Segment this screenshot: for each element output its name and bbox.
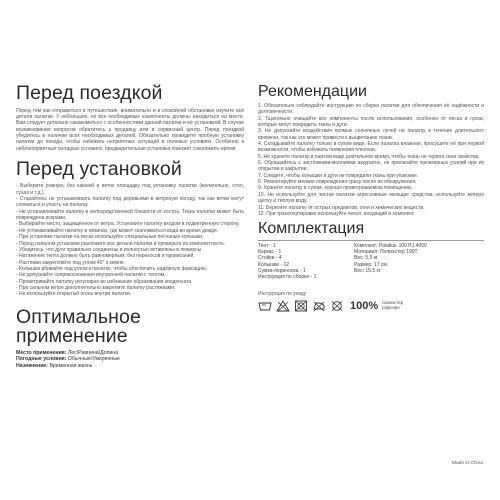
hand-wash-icon bbox=[258, 300, 272, 312]
care-instructions-label: Инструкция по уходу bbox=[258, 290, 307, 297]
recommendation-item: 11. Берегите палатку от острых предметов, огня и химических веществ. bbox=[258, 204, 425, 211]
section-title-kit: Комплектация bbox=[258, 220, 365, 238]
kit-spec: Материал: Полиэстер 190Т bbox=[354, 249, 418, 256]
no-dry-clean-icon bbox=[330, 300, 344, 312]
kit-item: Каркас - 1 bbox=[258, 249, 282, 256]
recommendation-item: 5. Не храните палатку в сжатом виде длительное время, чтобы ткань не теряла свои свойства. bbox=[258, 153, 480, 160]
section-title-before-trip: Перед поездкой bbox=[16, 82, 163, 104]
kit-item: Стойки - 4 bbox=[258, 255, 282, 262]
usage-info bbox=[16, 350, 244, 370]
kit-item: Сумка-переноска - 1 bbox=[258, 268, 306, 275]
recommendations-list bbox=[258, 103, 484, 217]
usage-purpose: Назначение: Временная жизнь bbox=[16, 362, 93, 369]
left-column bbox=[16, 84, 244, 369]
material-percentage: 100% bbox=[350, 299, 379, 312]
recommendation-item: 10. Не используйте для чистки палатки агрессивные моющие средства, используйте мягкую щётку и тёплую воду. bbox=[258, 191, 484, 205]
before-setup-text: - Выберите ровную, без камней и веток площадку под установку палатки (желательно, стол, сухая и т.д.). - Старайтесь не устанавливать палатку под деревьями в ветреную погоду, так как ветки могут сломаться и упасть на палатку. - Не устанавливайте палатку в непосредственной близости от костра. Ткань палатки может быть повреждена искрами. - Выбирайте место, защищённое от ветра. Установите палатку входом в подветренную сторону. - Не устанавливайте палатку в низинах, где может скапливаться вода во время дождя. - При установке палатки на песке используйте специальные песчаные колышки. - Перед началом установки разложите все детали палатки и проверьте их комплектность. - Убедитесь, что дуги правильно соединены и полностью вставлены в люверсы. - Натяжение тента должно быть равномерным, без перекосов и провисаний. - Растяжки закрепляйте под углом 45° к земле. - Колышки вбивайте под углом к палатке, чтобы обеспечить надёжную фиксацию. - Не допускайте соприкосновения внутренней палатки с тентом. - Проветривайте палатку регулярно во избежание образования конденсата. - При сильном ветре дополнительно закрепите палатку растяжками. - Не используйте открытый огонь внутри палатки. bbox=[16, 183, 244, 298]
made-in-label: Made in China bbox=[452, 461, 483, 466]
section-title-optimal-use: Оптимальное применение bbox=[16, 305, 141, 348]
no-tumble-dry-icon bbox=[294, 300, 308, 312]
kit-spec: Комплект: Palatka- 100 PJ 4000 bbox=[354, 242, 427, 249]
section-title-recommendations: Рекомендации bbox=[258, 83, 367, 100]
recommendation-item: 3. Не допускайте воздействия прямых солнечных лучей на палатку в течение длительного времени, так как это может привести к выцветанию ткани. bbox=[258, 128, 484, 141]
kit-contents bbox=[258, 243, 484, 281]
before-trip-text: Перед тем как отправиться в путешествие, внимательно и в спокойной обстановке изучите все детали палатки. У небольших, но все необходимые компоненты должны находиться на месте. Вам следует детально ознакомиться с особенностями данной палатки и её установкой. В случае возникновения вопросов обратитесь к продавцу или в сервисный центр. Перед поездкой убедитесь в наличии всех необходимых деталей. Обязательно проведите пробную установку палатки до похода, чтобы избежать неприятных ситуаций в полевых условиях. Особенно в неблагоприятных погодных условиях, предварительная установка поможет сэкономить время. bbox=[16, 107, 244, 152]
care-icons-row bbox=[258, 300, 484, 312]
usage-place: Место применения: Лес/Равнина/Долина bbox=[16, 349, 119, 356]
kit-spec: Вес: 5,5 кг bbox=[354, 255, 378, 262]
material-label: полиэстер polyester bbox=[382, 300, 404, 310]
recommendation-item: 4. Складывайте палатку только в сухом виде. Если палатка влажная, просушите её при первой возможности, чтобы избежать появления плесени. bbox=[258, 141, 484, 154]
usage-weather: Погодные условия: Обычные/Умеренные bbox=[16, 356, 120, 363]
right-column bbox=[258, 84, 484, 312]
kit-spec: Вес: 15,5 кг bbox=[354, 268, 381, 275]
recommendation-item: 2. Тщательно очищайте все компоненты после использования, особенно от песка и грязи, которые могут повредить ткань и дуги. bbox=[258, 115, 484, 129]
kit-item: Тент - 1 bbox=[258, 242, 276, 249]
recommendation-item: 7. Следите, чтобы колышки и дуги не повредили ткань при упаковке. bbox=[258, 172, 419, 179]
no-iron-icon bbox=[312, 300, 326, 312]
kit-list-items bbox=[258, 243, 338, 281]
kit-divider bbox=[258, 240, 484, 241]
recommendation-item: 8. Ремонтируйте мелкие повреждения сразу после их обнаружения. bbox=[258, 179, 417, 186]
recommendation-item: 6. Обращайтесь с застёжками-молниями аккуратно, не прилагайте чрезмерных усилий при их открытии и закрытии. bbox=[258, 160, 484, 173]
section-title-before-setup: Перед установкой bbox=[16, 157, 182, 180]
recommendation-item: 9. Храните палатку в сухом, хорошо проветриваемом помещении. bbox=[258, 185, 413, 192]
recommendation-item: 1. Обязательно соблюдайте инструкцию по сборке палатки для обеспечения её надёжности и долговечности. bbox=[258, 103, 484, 116]
kit-item: Инструкция по сборке - 1 bbox=[258, 274, 317, 281]
kit-specs bbox=[354, 243, 464, 281]
kit-item: Колышки - 12 bbox=[258, 261, 290, 268]
no-bleach-icon bbox=[276, 300, 290, 312]
kit-spec: Размер: 17 см bbox=[354, 261, 387, 268]
recommendation-item: 12. При транспортировке используйте чехол, входящий в комплект. bbox=[258, 210, 415, 217]
